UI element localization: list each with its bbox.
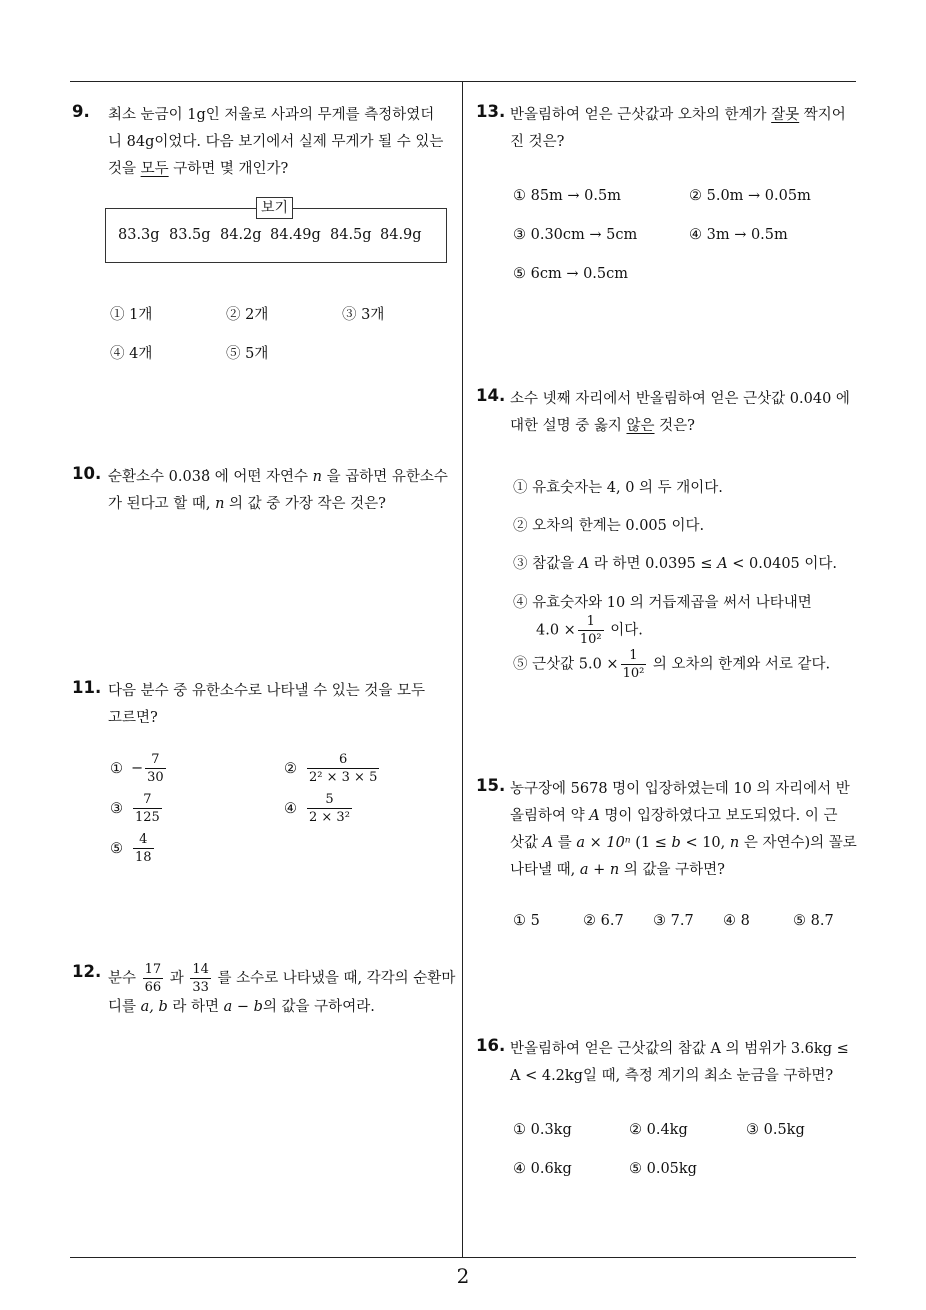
example-item: 83.3g [118, 227, 160, 243]
fraction: $\frac{1}{\text{10²}}$ [622, 648, 645, 681]
option-3[interactable]: ③ 3개 [342, 307, 385, 323]
option-1[interactable]: ① 85m → 0.5m [513, 188, 621, 204]
option-3[interactable]: ③ 0.5kg [746, 1122, 805, 1138]
option-2[interactable]: ② $\frac{6}{\text{2² × 3 × 5}}$ [284, 752, 378, 785]
option-4[interactable]: ④ 0.6kg [513, 1161, 572, 1177]
option-2[interactable]: ② 6.7 [583, 913, 624, 929]
example-box [105, 200, 447, 263]
option-2[interactable]: ② 5.0m → 0.05m [689, 188, 811, 204]
example-item: 84.49g [270, 227, 321, 243]
page-number: 2 [456, 1264, 470, 1288]
option-2[interactable]: ② 0.4kg [629, 1122, 688, 1138]
option-4[interactable]: ④ 유효숫자와 10 의 거듭제곱을 써서 나타내면 4.0 × $\frac{1}{\text{10²}}$ 이다. [513, 595, 812, 647]
option-1[interactable]: ① 5 [513, 913, 540, 929]
question-11 [72, 678, 457, 878]
option-4[interactable]: ④ 4개 [110, 346, 153, 362]
option-3[interactable]: ③ 7.7 [653, 913, 694, 929]
fraction: $\frac{5}{\text{2 × 3²}}$ [309, 792, 350, 825]
example-item: 84.2g [220, 227, 262, 243]
fraction: $\frac{7}{125}$ [135, 792, 160, 825]
fraction: $\frac{4}{18}$ [135, 832, 152, 865]
question-12 [72, 962, 457, 1032]
option-3[interactable]: ③ $\frac{7}{125}$ [110, 792, 160, 825]
fraction: $\frac{17}{66}$ [144, 962, 162, 995]
column-divider [462, 82, 463, 1257]
option-1[interactable]: ① − $\frac{7}{30}$ [110, 752, 164, 785]
question-text: 반올림하여 얻은 근삿값의 참값 A 의 범위가 3.6kg ≤ A < 4.2kg일 때, 측정 계기의 최소 눈금을 구하면? [510, 1041, 849, 1084]
question-13 [476, 102, 861, 292]
option-5[interactable]: ⑤ 근삿값 5.0 × $\frac{1}{\text{10²}}$ 의 오차의 한계와 서로 같다. [513, 648, 831, 681]
question-text: 다음 분수 중 유한소수로 나타낼 수 있는 것을 모두 고르면? [108, 683, 426, 726]
option-3[interactable]: ③ 참값을 A 라 하면 0.0395 ≤ A < 0.0405 이다. [513, 556, 838, 572]
example-item: 84.5g [330, 227, 372, 243]
option-5[interactable]: ⑤ 0.05kg [629, 1161, 697, 1177]
option-5[interactable]: ⑤ 5개 [226, 346, 269, 362]
question-14 [476, 386, 861, 686]
top-rule [70, 81, 856, 82]
question-number: 12. [72, 962, 102, 981]
question-16 [476, 1036, 861, 1186]
bottom-rule [70, 1257, 856, 1258]
option-1[interactable]: ① 유효숫자는 4, 0 의 두 개이다. [513, 480, 723, 496]
option-2[interactable]: ② 오차의 한계는 0.005 이다. [513, 518, 705, 534]
option-1[interactable]: ① 0.3kg [513, 1122, 572, 1138]
question-number: 16. [476, 1036, 506, 1055]
option-1[interactable]: ① 1개 [110, 307, 153, 323]
question-text: 분수 $\frac{17}{66}$ 과 $\frac{14}{33}$ 를 소수로 나타냈을 때, 각각의 순환마 디를 a, b 라 하면 a − b의 값을 구하여라. [108, 962, 456, 1015]
question-number: 9. [72, 102, 90, 121]
question-text: 순환소수 0.038̇ 에 어떤 자연수 n 을 곱하면 유한소수 가 된다고 할 때, n 의 값 중 가장 작은 것은? [108, 469, 448, 512]
fraction: $\frac{1}{\text{10²}}$ [579, 614, 602, 647]
fraction: $\frac{7}{30}$ [147, 752, 164, 785]
question-number: 10. [72, 464, 102, 483]
question-number: 15. [476, 776, 506, 795]
question-text: 반올림하여 얻은 근삿값과 오차의 한계가 잘못 짝지어 진 것은? [510, 107, 846, 150]
question-text: 농구장에 5678 명이 입장하였는데 10 의 자리에서 반 올림하여 약 A 명이 입장하였다고 보도되었다. 이 근 삿값 A 를 a × 10ⁿ (1 ≤ b < 10, n 은 자연수)의 꼴로 나타낼 때, a + n 의 값을 구하면? [510, 781, 857, 878]
option-5[interactable]: ⑤ 6cm → 0.5cm [513, 266, 629, 282]
question-number: 14. [476, 386, 506, 405]
fraction: $\frac{6}{\text{2² × 3 × 5}}$ [309, 752, 378, 785]
question-text: 최소 눈금이 1g인 저울로 사과의 무게를 측정하였더 니 84g이었다. 다음 보기에서 실제 무게가 될 수 있는 것을 모두 구하면 몇 개인가? [108, 107, 444, 177]
example-item: 84.9g [380, 227, 422, 243]
option-5[interactable]: ⑤ 8.7 [793, 913, 834, 929]
question-number: 11. [72, 678, 102, 697]
question-15 [476, 776, 861, 941]
question-9 [72, 102, 457, 372]
option-3[interactable]: ③ 0.30cm → 5cm [513, 227, 638, 243]
question-text: 소수 넷째 자리에서 반올림하여 얻은 근삿값 0.040 에 대한 설명 중 옳지 않은 것은? [510, 391, 850, 434]
question-10 [72, 464, 457, 524]
fraction: $\frac{14}{33}$ [192, 962, 209, 995]
option-2[interactable]: ② 2개 [226, 307, 269, 323]
option-4[interactable]: ④ 8 [723, 913, 750, 929]
option-5[interactable]: ⑤ $\frac{4}{18}$ [110, 832, 152, 865]
option-4[interactable]: ④ $\frac{5}{\text{2 × 3²}}$ [284, 792, 350, 825]
question-number: 13. [476, 102, 506, 121]
example-item: 83.5g [169, 227, 211, 243]
example-box-label: 보기 [256, 197, 293, 219]
option-4[interactable]: ④ 3m → 0.5m [689, 227, 788, 243]
